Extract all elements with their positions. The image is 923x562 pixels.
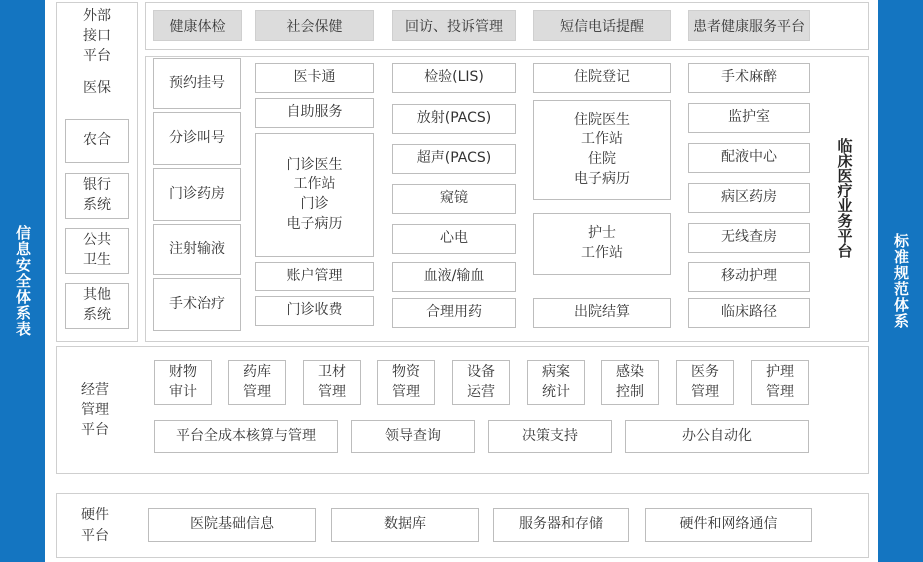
ops-medical-records: 病案 统计 xyxy=(527,360,585,405)
standards-system-label: 标准规范体系 xyxy=(892,233,910,329)
ops-decision-support: 决策支持 xyxy=(488,420,612,453)
clinical-inpatient-doctor-workstation: 住院医生 工作站 住院 电子病历 xyxy=(533,100,671,200)
clinical-blood-transfusion: 血液/输血 xyxy=(392,262,516,292)
clinical-nurse-workstation: 护士 工作站 xyxy=(533,213,671,275)
clinical-outpatient-doctor-workstation: 门诊医生 工作站 门诊 电子病历 xyxy=(255,133,374,257)
ops-infection-control: 感染 控制 xyxy=(601,360,659,405)
clinical-icu: 监护室 xyxy=(688,103,810,133)
clinical-endoscopy: 窥镜 xyxy=(392,184,516,214)
clinical-clinical-pathway: 临床路径 xyxy=(688,298,810,328)
clinical-triage-call: 分诊叫号 xyxy=(153,112,241,165)
clinical-medical-card: 医卡通 xyxy=(255,63,374,93)
clinical-wireless-rounds: 无线查房 xyxy=(688,223,810,253)
clinical-discharge-settlement: 出院结算 xyxy=(533,298,671,328)
security-system-label: 信息安全体系表 xyxy=(14,225,32,337)
ops-medical-affairs: 医务 管理 xyxy=(676,360,734,405)
operations-platform-title: 经营 管理 平台 xyxy=(81,381,109,439)
clinical-ecg: 心电 xyxy=(392,224,516,254)
ops-equipment: 设备 运营 xyxy=(452,360,510,405)
hw-database: 数据库 xyxy=(331,508,479,542)
clinical-surgical-treatment: 手术治疗 xyxy=(153,278,241,331)
clinical-appointment: 预约挂号 xyxy=(153,58,241,109)
ops-pharmacy-warehouse: 药库 管理 xyxy=(228,360,286,405)
clinical-outpatient-billing: 门诊收费 xyxy=(255,296,374,326)
hw-network-communication: 硬件和网络通信 xyxy=(645,508,812,542)
service-health-checkup: 健康体检 xyxy=(153,10,242,41)
clinical-anesthesia: 手术麻醉 xyxy=(688,63,810,93)
clinical-lis: 检验(LIS) xyxy=(392,63,516,93)
ops-office-automation: 办公自动化 xyxy=(625,420,809,453)
clinical-outpatient-pharmacy: 门诊药房 xyxy=(153,168,241,221)
external-item-bank-system: 银行 系统 xyxy=(65,173,129,219)
service-sms-reminder: 短信电话提醒 xyxy=(533,10,671,41)
clinical-account-management: 账户管理 xyxy=(255,262,374,291)
security-system-bar xyxy=(0,0,45,562)
hw-server-storage: 服务器和存储 xyxy=(493,508,629,542)
clinical-platform-label-text: 临床医疗业务平台 xyxy=(835,138,854,258)
standards-system-bar xyxy=(878,0,923,562)
external-item-other-systems: 其他 系统 xyxy=(65,283,129,329)
external-item-public-health: 公共 卫生 xyxy=(65,228,129,274)
external-item-medical-insurance: 医保 xyxy=(83,79,111,96)
clinical-injection-infusion: 注射输液 xyxy=(153,224,241,275)
clinical-ultrasound-pacs: 超声(PACS) xyxy=(392,144,516,174)
ops-cost-accounting: 平台全成本核算与管理 xyxy=(154,420,338,453)
service-followup-complaints: 回访、投诉管理 xyxy=(392,10,516,41)
clinical-admission-registration: 住院登记 xyxy=(533,63,671,93)
clinical-mobile-nursing: 移动护理 xyxy=(688,262,810,292)
clinical-platform-label xyxy=(826,60,862,336)
ops-finance-audit: 财物 审计 xyxy=(154,360,212,405)
hardware-platform-title: 硬件 平台 xyxy=(81,507,109,544)
service-social-health: 社会保健 xyxy=(255,10,374,41)
ops-leadership-query: 领导查询 xyxy=(351,420,475,453)
clinical-ward-pharmacy: 病区药房 xyxy=(688,183,810,213)
hw-hospital-base-info: 医院基础信息 xyxy=(148,508,316,542)
external-item-rural-coop: 农合 xyxy=(65,119,129,163)
ops-nursing-management: 护理 管理 xyxy=(751,360,809,405)
ops-medical-supplies: 卫材 管理 xyxy=(303,360,361,405)
clinical-rational-drug-use: 合理用药 xyxy=(392,298,516,328)
external-interface-title: 外部 接口 平台 xyxy=(83,7,111,65)
service-patient-health-platform: 患者健康服务平台 xyxy=(688,10,810,41)
clinical-self-service: 自助服务 xyxy=(255,98,374,128)
clinical-radiology-pacs: 放射(PACS) xyxy=(392,104,516,134)
clinical-infusion-center: 配液中心 xyxy=(688,143,810,173)
ops-materials: 物资 管理 xyxy=(377,360,435,405)
